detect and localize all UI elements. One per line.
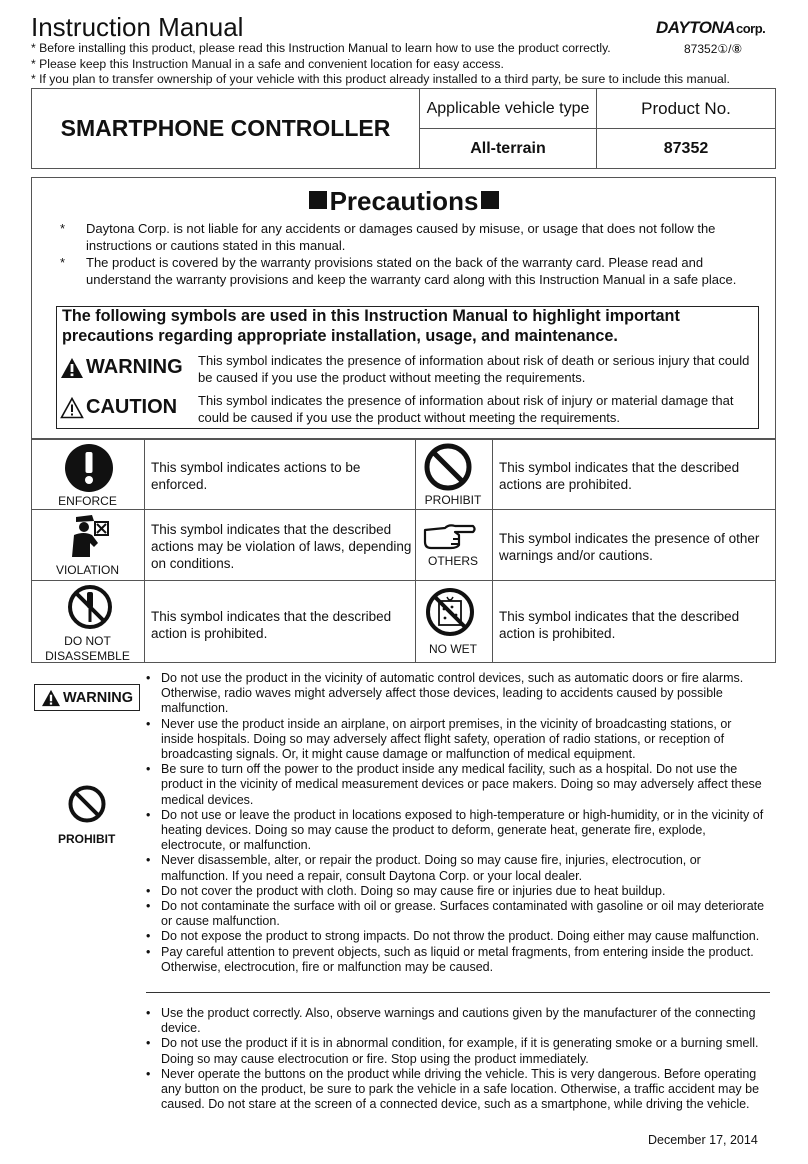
list-item: • Do not expose the product to strong impacts. Do not throw the product. Doing either may cause malfunction.	[146, 929, 766, 944]
prohibit-bullet-list	[146, 671, 766, 975]
prohibit-icon	[423, 442, 473, 492]
list-item: • Do not contaminate the surface with oil or grease. Surfaces contaminated with gasoline or oil may deteriorate or cause malfunction.	[146, 899, 766, 929]
list-item: • Never use the product inside an airplane, on airport premises, in the vicinity of broadcasting stations, or inside hospitals. Doing so may adversely affect flight safety, operation of radio stations, or reception of broadcasting signals. Or, it might cause damage or malfunction of medical equipment.	[146, 717, 766, 763]
prohibit-label: PROHIBIT	[58, 832, 116, 846]
symbol-description: This symbol indicates that the described actions are prohibited.	[499, 460, 740, 492]
symbol-description: This symbol indicates that the described action is prohibited.	[499, 609, 740, 641]
symbol-label: NO WET	[429, 642, 477, 656]
square-bullet-icon	[481, 191, 499, 209]
do-not-disassemble-icon	[67, 584, 113, 630]
page-title: Instruction Manual	[31, 12, 244, 42]
caution-triangle-icon	[60, 397, 84, 419]
list-item: • Never disassemble, alter, or repair the product. Doing so may cause fire, injuries, electrocution, or malfunction. If you need a repair, consult Daytona Corp. or your local dealer.	[146, 853, 766, 883]
star-bullet: *	[60, 255, 66, 270]
precaution-note: Daytona Corp. is not liable for any accidents or damages caused by misuse, or usage that does not follow the instructions or cautions stated in this manual.	[86, 221, 716, 253]
symbol-description: This symbol indicates that the described actions may be violation of laws, depending on conditions.	[151, 522, 412, 571]
warning-badge-text: WARNING	[62, 689, 134, 706]
no-wet-icon	[425, 587, 475, 637]
list-item: • Do not use the product in the vicinity of automatic control devices, such as automatic doors or fire alarms. Otherwise, radio waves might adversely affect those devices, leading to accidents caused by possible malfunction.	[146, 671, 766, 717]
precautions-title	[0, 183, 808, 219]
caution-description: This symbol indicates the presence of information about risk of injury or material damage that could be caused if you use the product without meeting the requirements.	[198, 393, 734, 425]
warning-badge	[34, 684, 140, 711]
symbol-label: OTHERS	[427, 554, 478, 568]
intro-line: * If you plan to transfer ownership of your vehicle with this product already installed to a third party, be sure to include this manual.	[31, 72, 730, 86]
vehicle-type-value: All-terrain	[420, 129, 597, 168]
list-item: • Do not use or leave the product in locations exposed to high-temperature or high-humidity, or in the vicinity of heating devices. Doing so may cause the product to deform, generate heat, generate fire, explode, electrocute, or malfunction.	[146, 808, 766, 854]
precaution-note: The product is covered by the warranty provisions stated on the back of the warranty card. Please read and understand the warranty provisions and keep the warranty card along with this Instruction Manual in a safe place.	[86, 255, 737, 287]
intro-line: * Before installing this product, please read this Instruction Manual to learn how to use the product correctly.	[31, 41, 611, 55]
warning-triangle-icon	[41, 689, 61, 707]
vehicle-type-header: Applicable vehicle type	[420, 89, 597, 129]
symbol-description: This symbol indicates actions to be enforced.	[151, 460, 361, 492]
symbol-label: DO NOT DISASSEMBLE	[45, 634, 130, 663]
list-item: • Do not cover the product with cloth. Doing so may cause fire or injuries due to heat buildup.	[146, 884, 766, 899]
symbol-label: PROHIBIT	[424, 493, 482, 507]
product-table	[31, 88, 776, 169]
list-item: • Pay careful attention to prevent objects, such as liquid or metal fragments, from entering inside the product. Otherwise, electrocution, fire or malfunction may be caused.	[146, 945, 766, 975]
symbol-description: This symbol indicates the presence of other warnings and/or cautions.	[499, 531, 760, 563]
product-name: SMARTPHONE CONTROLLER	[32, 89, 420, 168]
warning-triangle-icon	[60, 357, 84, 379]
enforce-icon	[64, 443, 114, 493]
symbols-heading: The following symbols are used in this Instruction Manual to highlight important precautions regarding appropriate installation, usage, and maintenance.	[62, 307, 680, 345]
symbol-label: ENFORCE	[58, 494, 117, 508]
document-number: 87352①/⑧	[684, 42, 743, 56]
section-divider	[146, 992, 770, 993]
caution-word: CAUTION	[86, 396, 178, 418]
brand-logo	[656, 18, 765, 38]
symbol-description: This symbol indicates that the described action is prohibited.	[151, 609, 392, 641]
intro-line: * Please keep this Instruction Manual in a safe and convenient location for easy access.	[31, 57, 504, 71]
brand-name: DAYTONA	[656, 18, 735, 37]
warning-signal-word	[60, 356, 183, 379]
list-item: • Do not use the product if it is in abnormal condition, for example, if it is generating smoke or a burning smell. Doing so may cause electrocution or fire. Stop using the product immediately.	[146, 1036, 766, 1066]
list-item: • Be sure to turn off the power to the product inside any medical facility, such as a hospital. Do not use the product in the vicinity of medical measurement devices or pace makers. Doing so may adversely affect these medical devices.	[146, 762, 766, 808]
violation-icon	[68, 513, 112, 559]
precautions-title-text: Precautions	[329, 186, 479, 216]
warning-word: WARNING	[86, 356, 183, 378]
prohibit-icon	[67, 784, 107, 824]
pointing-hand-icon	[421, 520, 477, 550]
general-bullet-list	[146, 1006, 766, 1112]
square-bullet-icon	[309, 191, 327, 209]
list-item: • Use the product correctly. Also, observe warnings and cautions given by the manufacturer of the connecting device.	[146, 1006, 766, 1036]
symbol-label: VIOLATION	[55, 563, 120, 577]
caution-signal-word	[60, 396, 177, 419]
brand-suffix: corp.	[736, 21, 766, 36]
document-date: December 17, 2014	[648, 1133, 758, 1147]
list-item: • Never operate the buttons on the product while driving the vehicle. This is very dangerous. Before operating any button on the product, be sure to park the vehicle in a safe location. Otherwise, a traffic accident may be caused. Do not stare at the screen of a connected device, such as a smartphone, while driving the vehicle.	[146, 1067, 766, 1113]
star-bullet: *	[60, 221, 66, 236]
product-number-header: Product No.	[597, 89, 775, 129]
warning-description: This symbol indicates the presence of information about risk of death or serious injury that could be caused if you use the product without meeting the requirements.	[198, 353, 750, 385]
product-number-value: 87352	[663, 139, 709, 157]
